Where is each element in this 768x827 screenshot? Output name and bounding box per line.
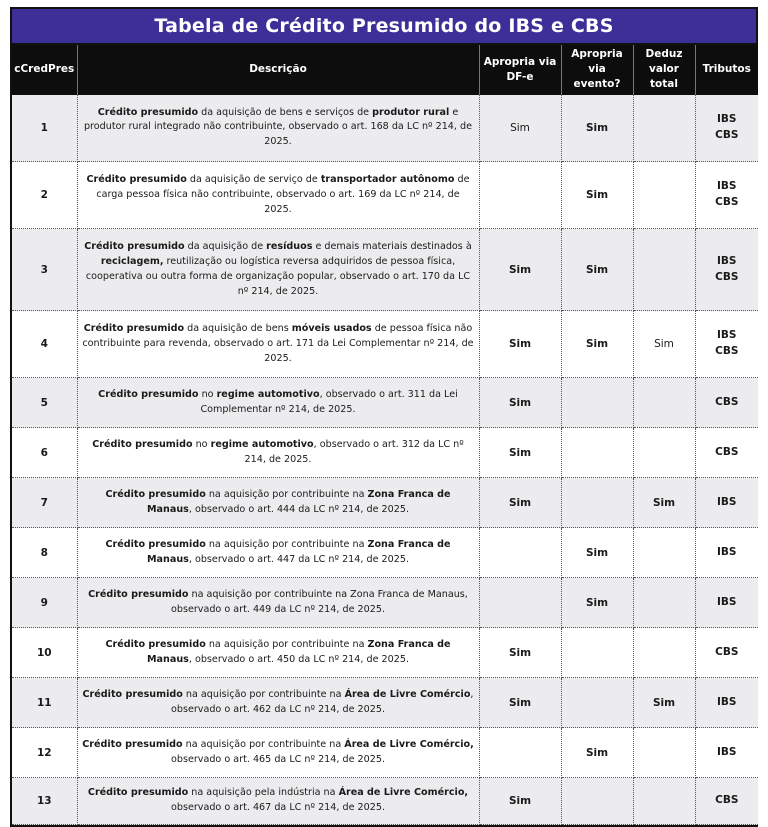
description-segment: Zona Franca de Manaus bbox=[147, 538, 451, 565]
description-segment: Área de Livre Comércio, bbox=[338, 787, 469, 799]
cell-tributos bbox=[695, 311, 758, 378]
description-segment: na aquisição por contribuinte na bbox=[205, 638, 368, 650]
tributo-label: IBS bbox=[717, 113, 737, 126]
header-tributos: Tributos bbox=[695, 45, 758, 95]
cell-code: 9 bbox=[12, 578, 77, 628]
table-row bbox=[12, 428, 758, 478]
cell-apropria-dfe bbox=[479, 728, 561, 778]
cell-code: 2 bbox=[12, 162, 77, 229]
table-row bbox=[12, 528, 758, 578]
cell-apropria-dfe: Sim bbox=[479, 378, 561, 428]
description-segment: , observado o art. 462 da LC nº 214, de 2025. bbox=[170, 688, 474, 715]
cell-description bbox=[77, 778, 479, 825]
header-row bbox=[12, 45, 758, 95]
header-evento-line2: via evento? bbox=[573, 63, 621, 91]
header-deduz-line2: valor total bbox=[649, 63, 679, 91]
cell-description bbox=[77, 528, 479, 578]
cell-apropria-evento: Sim bbox=[561, 229, 633, 311]
cell-description bbox=[77, 378, 479, 428]
description-segment: móveis usados bbox=[291, 322, 372, 334]
cell-code: 7 bbox=[12, 478, 77, 528]
header-deduz-line1: Deduz bbox=[645, 48, 683, 60]
description-segment: Crédito presumido bbox=[98, 388, 199, 400]
tributo-label: CBS bbox=[715, 270, 739, 283]
table-row bbox=[12, 478, 758, 528]
cell-tributos bbox=[695, 478, 758, 528]
table-row bbox=[12, 678, 758, 728]
cell-deduz bbox=[633, 162, 695, 229]
cell-code: 10 bbox=[12, 628, 77, 678]
description-segment: transportador autônomo bbox=[320, 173, 455, 185]
table-row bbox=[12, 378, 758, 428]
header-dfe-line2: DF-e bbox=[506, 70, 534, 83]
cell-tributos bbox=[695, 628, 758, 678]
cell-apropria-evento: Sim bbox=[561, 528, 633, 578]
tributo-label: CBS bbox=[715, 345, 739, 358]
cell-description bbox=[77, 311, 479, 378]
description-segment: Crédito presumido bbox=[87, 787, 189, 799]
cell-deduz bbox=[633, 578, 695, 628]
description-segment: Crédito presumido bbox=[88, 588, 189, 600]
description-segment: na aquisição por contribuinte na bbox=[182, 688, 345, 700]
description-segment: produtor rural bbox=[372, 106, 450, 118]
cell-apropria-dfe: Sim bbox=[479, 778, 561, 825]
cell-apropria-dfe: Sim bbox=[479, 428, 561, 478]
cell-tributos bbox=[695, 728, 758, 778]
cell-apropria-evento: Sim bbox=[561, 578, 633, 628]
header-dfe-line1: Apropria via bbox=[483, 55, 557, 68]
cell-tributos bbox=[695, 229, 758, 311]
table-row bbox=[12, 311, 758, 378]
cell-apropria-evento: Sim bbox=[561, 728, 633, 778]
description-segment: Crédito presumido bbox=[82, 738, 183, 750]
table-row bbox=[12, 728, 758, 778]
description-segment: no bbox=[192, 438, 211, 450]
header-apropria-evento bbox=[561, 45, 633, 95]
cell-tributos bbox=[695, 428, 758, 478]
cell-apropria-dfe: Sim bbox=[479, 311, 561, 378]
cell-apropria-evento bbox=[561, 428, 633, 478]
tributo-label: IBS bbox=[717, 545, 737, 558]
description-segment: da aquisição de bens bbox=[184, 322, 292, 334]
table-row bbox=[12, 95, 758, 162]
cell-apropria-evento bbox=[561, 778, 633, 825]
table-row bbox=[12, 778, 758, 825]
cell-deduz bbox=[633, 528, 695, 578]
description-segment: na aquisição por contribuinte na bbox=[205, 488, 368, 500]
table-row bbox=[12, 578, 758, 628]
description-segment: Crédito presumido bbox=[97, 106, 199, 118]
cell-code: 5 bbox=[12, 378, 77, 428]
cell-deduz bbox=[633, 378, 695, 428]
cell-description bbox=[77, 728, 479, 778]
cell-description bbox=[77, 162, 479, 229]
description-segment: Crédito presumido bbox=[86, 173, 187, 185]
description-segment: , observado o art. 312 da LC nº 214, de 2025. bbox=[244, 438, 464, 465]
tributo-label: IBS bbox=[717, 254, 737, 267]
description-segment: Crédito presumido bbox=[83, 322, 185, 334]
cell-description bbox=[77, 628, 479, 678]
description-segment: Zona Franca de Manaus bbox=[147, 488, 451, 515]
cell-apropria-evento: Sim bbox=[561, 95, 633, 162]
description-segment: na aquisição por contribuinte na Zona Franca de Manaus, observado o art. 449 da LC nº 214, de 2025. bbox=[170, 588, 468, 615]
description-segment: na aquisição por contribuinte na bbox=[205, 538, 368, 550]
description-segment: resíduos bbox=[266, 240, 313, 252]
header-deduz bbox=[633, 45, 695, 95]
header-evento-line1: Apropria bbox=[571, 48, 623, 60]
description-segment: de carga pessoa física não contribuinte, observado o art. 169 da LC nº 214, de 2025. bbox=[96, 173, 470, 215]
description-segment: da aquisição de bens e serviços de bbox=[198, 106, 373, 118]
cell-code: 6 bbox=[12, 428, 77, 478]
description-segment: Zona Franca de Manaus bbox=[147, 638, 451, 665]
credit-table-card bbox=[10, 7, 758, 827]
cell-tributos bbox=[695, 578, 758, 628]
cell-apropria-dfe bbox=[479, 528, 561, 578]
table-row bbox=[12, 229, 758, 311]
description-segment: na aquisição pela indústria na bbox=[188, 787, 339, 799]
description-segment: regime automotivo bbox=[216, 388, 320, 400]
table-row bbox=[12, 628, 758, 678]
credit-table bbox=[12, 45, 758, 825]
cell-apropria-evento bbox=[561, 678, 633, 728]
cell-deduz bbox=[633, 428, 695, 478]
tributo-label: CBS bbox=[715, 395, 739, 408]
tributo-label: CBS bbox=[715, 196, 739, 209]
cell-deduz bbox=[633, 95, 695, 162]
cell-tributos bbox=[695, 162, 758, 229]
description-segment: na aquisição por contribuinte na bbox=[182, 738, 345, 750]
cell-deduz: Sim bbox=[633, 478, 695, 528]
cell-apropria-evento bbox=[561, 628, 633, 678]
cell-code: 3 bbox=[12, 229, 77, 311]
header-ccredpres: cCredPres bbox=[12, 45, 77, 95]
description-segment: , observado o art. 311 da Lei Complementar nº 214, de 2025. bbox=[200, 388, 458, 415]
header-descricao: Descrição bbox=[77, 45, 479, 95]
description-segment: Crédito presumido bbox=[84, 240, 185, 252]
cell-apropria-evento: Sim bbox=[561, 162, 633, 229]
cell-tributos bbox=[695, 778, 758, 825]
cell-code: 8 bbox=[12, 528, 77, 578]
cell-description bbox=[77, 678, 479, 728]
cell-apropria-dfe: Sim bbox=[479, 95, 561, 162]
description-segment: reciclagem, bbox=[100, 255, 164, 267]
cell-deduz bbox=[633, 628, 695, 678]
description-segment: Crédito presumido bbox=[82, 688, 183, 700]
cell-apropria-dfe: Sim bbox=[479, 478, 561, 528]
description-segment: , observado o art. 444 da LC nº 214, de 2025. bbox=[188, 503, 409, 515]
description-segment: Crédito presumido bbox=[105, 538, 206, 550]
cell-apropria-dfe bbox=[479, 578, 561, 628]
description-segment: de pessoa física não contribuinte para revenda, observado o art. 171 da Lei Complementar nº 214, de 2025. bbox=[82, 322, 474, 364]
cell-deduz bbox=[633, 728, 695, 778]
tributo-label: IBS bbox=[717, 495, 737, 508]
description-segment: e produtor rural integrado não contribuinte, observado o art. 168 da LC nº 214, de 2025. bbox=[83, 106, 473, 148]
description-segment: Área de Livre Comércio, bbox=[344, 738, 474, 750]
description-segment: no bbox=[198, 388, 217, 400]
cell-code: 13 bbox=[12, 778, 77, 825]
tributo-label: IBS bbox=[717, 329, 737, 342]
table-row bbox=[12, 162, 758, 229]
tributo-label: IBS bbox=[717, 745, 737, 758]
cell-apropria-dfe: Sim bbox=[479, 229, 561, 311]
header-apropria-dfe bbox=[479, 45, 561, 95]
description-segment: Crédito presumido bbox=[105, 638, 206, 650]
cell-code: 1 bbox=[12, 95, 77, 162]
description-segment: Área de Livre Comércio bbox=[344, 688, 471, 700]
description-segment: da aquisição de bbox=[184, 240, 267, 252]
description-segment: Crédito presumido bbox=[105, 488, 206, 500]
cell-deduz: Sim bbox=[633, 311, 695, 378]
cell-deduz bbox=[633, 229, 695, 311]
tributo-label: CBS bbox=[715, 645, 739, 658]
cell-apropria-dfe bbox=[479, 162, 561, 229]
cell-apropria-evento bbox=[561, 378, 633, 428]
tributo-label: IBS bbox=[717, 595, 737, 608]
cell-apropria-dfe: Sim bbox=[479, 678, 561, 728]
description-segment: da aquisição de serviço de bbox=[186, 173, 321, 185]
cell-deduz: Sim bbox=[633, 678, 695, 728]
description-segment: Crédito presumido bbox=[92, 438, 193, 450]
cell-description bbox=[77, 229, 479, 311]
cell-deduz bbox=[633, 778, 695, 825]
cell-description bbox=[77, 95, 479, 162]
description-segment: , observado o art. 447 da LC nº 214, de 2025. bbox=[188, 553, 409, 565]
cell-description bbox=[77, 578, 479, 628]
cell-apropria-evento bbox=[561, 478, 633, 528]
cell-tributos bbox=[695, 95, 758, 162]
description-segment: observado o art. 465 da LC nº 214, de 2025. bbox=[170, 753, 385, 765]
cell-tributos bbox=[695, 678, 758, 728]
description-segment: regime automotivo bbox=[210, 438, 314, 450]
cell-description bbox=[77, 428, 479, 478]
description-segment: reutilização ou logística reversa adquiridos de pessoa física, cooperativa ou outra forma de organização popular, observado o art. 170 da LC nº 214, de 2025. bbox=[85, 255, 471, 297]
tributo-label: IBS bbox=[717, 695, 737, 708]
table-title: Tabela de Crédito Presumido do IBS e CBS bbox=[12, 9, 756, 45]
description-segment: e demais materiais destinados à bbox=[312, 240, 472, 252]
description-segment: observado o art. 467 da LC nº 214, de 2025. bbox=[170, 802, 385, 814]
cell-tributos bbox=[695, 378, 758, 428]
tributo-label: CBS bbox=[715, 445, 739, 458]
tributo-label: CBS bbox=[715, 128, 739, 141]
description-segment: , observado o art. 450 da LC nº 214, de 2025. bbox=[188, 653, 409, 665]
cell-apropria-dfe: Sim bbox=[479, 628, 561, 678]
cell-code: 11 bbox=[12, 678, 77, 728]
tributo-label: CBS bbox=[715, 794, 739, 807]
cell-code: 4 bbox=[12, 311, 77, 378]
cell-description bbox=[77, 478, 479, 528]
tributo-label: IBS bbox=[717, 180, 737, 193]
cell-tributos bbox=[695, 528, 758, 578]
cell-code: 12 bbox=[12, 728, 77, 778]
cell-apropria-evento: Sim bbox=[561, 311, 633, 378]
